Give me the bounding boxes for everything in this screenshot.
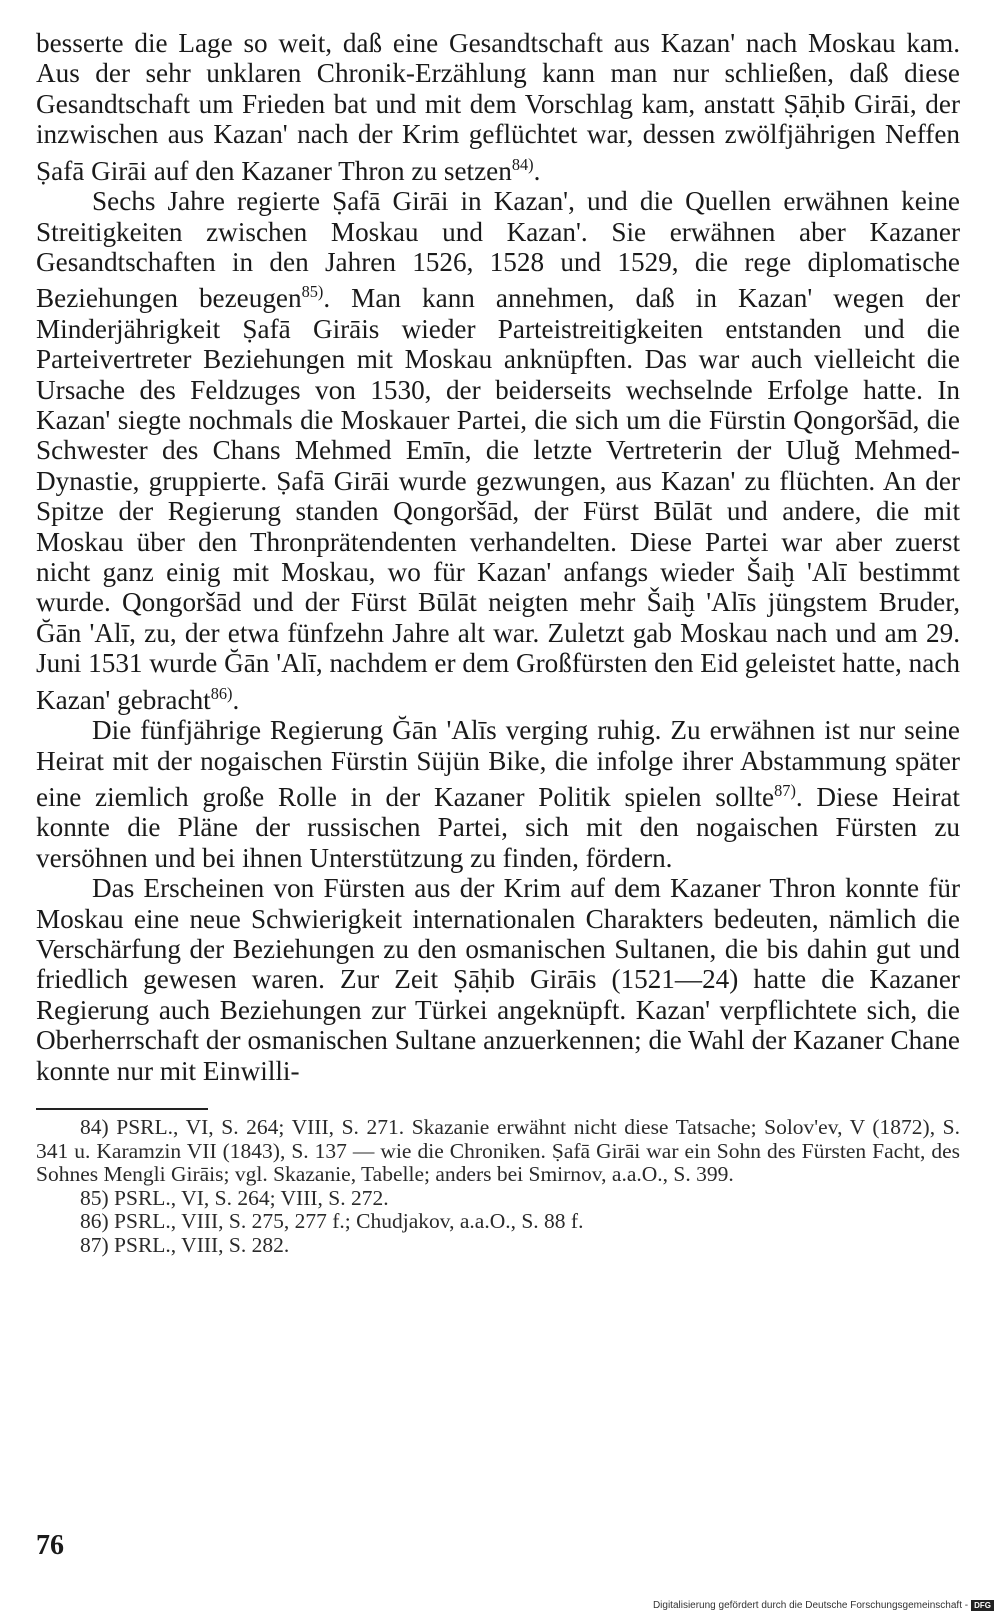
paragraph-4-text: Das Erscheinen von Fürsten aus der Krim auf dem Kazaner Thron konnte für Moskau eine neue Schwierigkeit internationalen Charakters bedeuten, nämlich die Verschärfung der Beziehungen zu den osmanischen Sultanen, die bis dahin gut und friedlich gewesen waren. Zur Zeit Ṣāḥib Girāis (1521—24) hatte die Kazaner Regierung auch Beziehungen zur Türkei angeknüpft. Kazan' verpflichtete sich, die Oberherrschaft der osmanischen Sultane anzuerkennen; die Wahl der Kazaner Chane konnte nur mit Einwilli-: [36, 873, 960, 1086]
footnote-text: PSRL., VI, S. 264; VIII, S. 271. Skazanie erwähnt nicht diese Tatsache; Solov'ev, V (1872), S. 341 u. Karamzin VII (1843), S. 137 — wie die Chroniken. Ṣafā Girāi war ein Sohn des Fürsten Facht, des Sohnes Mengli Girāis; vgl. Skazanie, Tabelle; anders bei Smirnov, a.a.O., S. 399.: [36, 1115, 960, 1187]
paragraph-4: [36, 873, 960, 1086]
footnote-text: PSRL., VI, S. 264; VIII, S. 272.: [114, 1185, 389, 1210]
footnote-mark: 85): [80, 1185, 109, 1210]
paragraph-1-tail: .: [533, 155, 541, 186]
footnote-87: [36, 1234, 960, 1258]
footnote-text: PSRL., VIII, S. 282.: [114, 1232, 290, 1257]
footnote-85: [36, 1187, 960, 1211]
footnote-mark: 87): [80, 1232, 109, 1257]
footnote-mark: 84): [80, 1115, 109, 1140]
footnote-ref-86: 86): [210, 683, 233, 703]
paragraph-1: [36, 28, 960, 186]
footnote-ref-84: 84): [511, 154, 534, 174]
credit-text: Digitalisierung gefördert durch die Deutsche Forschungsgemeinschaft -: [652, 1600, 969, 1611]
paragraph-2-tail: . Man kann annehmen, daß in Kazan' wegen der Minderjährigkeit Ṣafā Girāis wieder Parteistreitigkeiten entstanden und die Parteivertreter Beziehungen mit Moskau anknüpften. Das war auch vielleicht die Ursache des Feldzuges von 1530, der beiderseits wechselnde Erfolge hatte. In Kazan' siegte nochmals die Moskauer Partei, die sich um die Fürstin Qongoršād, die Schwester des Chans Mehmed Emīn, die letzte Vertreterin der Uluğ Mehmed-Dynastie, gruppierte. Ṣafā Girāi wurde gezwungen, aus Kazan' zu flüchten. An der Spitze der Regierung standen Qongoršād, der Fürst Būlāt und andere, die mit Moskau über den Thronprätendenten verhandelten. Diese Partei war aber zuerst nicht ganz einig mit Moskau, wo für Kazan' anfangs wieder Šaiḫ 'Alī bestimmt wurde. Qongoršād und der Fürst Būlāt neigten mehr Šaiḫ 'Alīs jüngstem Bruder, Ğān 'Alī, zu, der etwa fünfzehn Jahre alt war. Zuletzt gab Moskau nach und am 29. Juni 1531 wurde Ğān 'Alī, nachdem er dem Großfürsten den Eid geleistet hatte, nach Kazan' gebracht: [36, 283, 960, 715]
footnote-ref-87: 87): [774, 780, 796, 800]
footnote-text: PSRL., VIII, S. 275, 277 f.; Chudjakov, a.a.O., S. 88 f.: [114, 1209, 584, 1234]
footnotes: [36, 1116, 960, 1257]
page-number: 76: [36, 1530, 64, 1561]
footnote-86: [36, 1210, 960, 1234]
paragraph-3: [36, 715, 960, 873]
paragraph-1-text: besserte die Lage so weit, daß eine Gesandtschaft aus Kazan' nach Moskau kam. Aus der sehr unklaren Chronik-Erzählung kann man nur schließen, daß diese Gesandtschaft um Frieden bat und mit dem Vorschlag kam, anstatt Ṣāḥib Girāi, der inzwischen aus Kazan' nach der Krim geflüchtet war, dessen zwölfjährigen Neffen Ṣafā Girāi auf den Kazaner Thron zu setzen: [36, 28, 960, 186]
paragraph-2-text: Sechs Jahre regierte Ṣafā Girāi in Kazan', und die Quellen erwähnen keine Streitigkeiten zwischen Moskau und Kazan'. Sie erwähnen aber Kazaner Gesandtschaften in den Jahren 1526, 1528 und 1529, die rege diplomatische Beziehungen bezeugen: [36, 186, 960, 314]
page: [36, 28, 960, 1257]
paragraph-3-tail: . Diese Heirat konnte die Pläne der russischen Partei, sich mit den nogaischen Fürsten zu versöhnen und bei ihnen Unterstützung zu finden, fördern.: [36, 782, 960, 873]
footnote-divider: [36, 1108, 208, 1110]
body-text: [36, 28, 960, 1086]
paragraph-3-text: Die fünfjährige Regierung Ğān 'Alīs verging ruhig. Zu erwähnen ist nur seine Heirat mit der nogaischen Fürstin Süjün Bike, die infolge ihrer Abstammung später eine ziemlich große Rolle in der Kazaner Politik spielen sollte: [36, 715, 960, 812]
digitization-credit: [653, 1600, 994, 1611]
footnote-mark: 86): [80, 1209, 109, 1234]
paragraph-2: Sechs Jahre regierte Ṣafā Girāi in Kazan', und die Quellen erwähnen keine Streitigkeiten zwischen Moskau und Kazan'. Sie erwähnen aber Kazaner Gesandtschaften in den Jahren 1526, 1528 und 1529, die rege diplomatische Beziehungen bezeugen$^{85)}$. Man kann annehmen, daß in Kazan' wegen der Minderjährigkeit Ṣafā Girāis wieder Parteistreitigkeiten entstanden und die Parteivertreter Beziehungen mit Moskau anknüpften. Das war auch vielleicht die Ursache des Feldzuges von 1530, der beiderseits wechselnde Erfolge hatte. In Kazan' siegte nochmals die Moskauer Partei, die sich um die Fürstin Qongoršād, die Schwester des Chans Mehmed Emīn, die letzte Vertreterin der Uluğ Mehmed-Dynastie, gruppierte. Ṣafā Girāi wurde gezwungen, aus Kazan' zu flüchten. An der Spitze der Regierung standen Qongoršād, der Fürst Būlāt und andere, die mit Moskau über den Thronprätendenten verhandelten. Diese Partei war aber zuerst nicht ganz einig mit Moskau, wo für Kazan' anfangs wieder Šaiḫ 'Alī bestimmt wurde. Qongoršād und der Fürst Būlāt neigten mehr Šaiḫ 'Alīs jüngstem Bruder, Ğān 'Alī, zu, der etwa fünfzehn Jahre alt war. Zuletzt gab Moskau nach und am 29. Juni 1531 wurde Ğān 'Alī, nachdem er dem Großfürsten den Eid geleistet hatte, nach Kazan' gebracht$^{86)}$.: [36, 186, 960, 715]
footnote-ref-85: 85): [301, 282, 324, 302]
dfg-logo-icon: DFG: [971, 1600, 994, 1611]
footnote-84: [36, 1116, 960, 1187]
